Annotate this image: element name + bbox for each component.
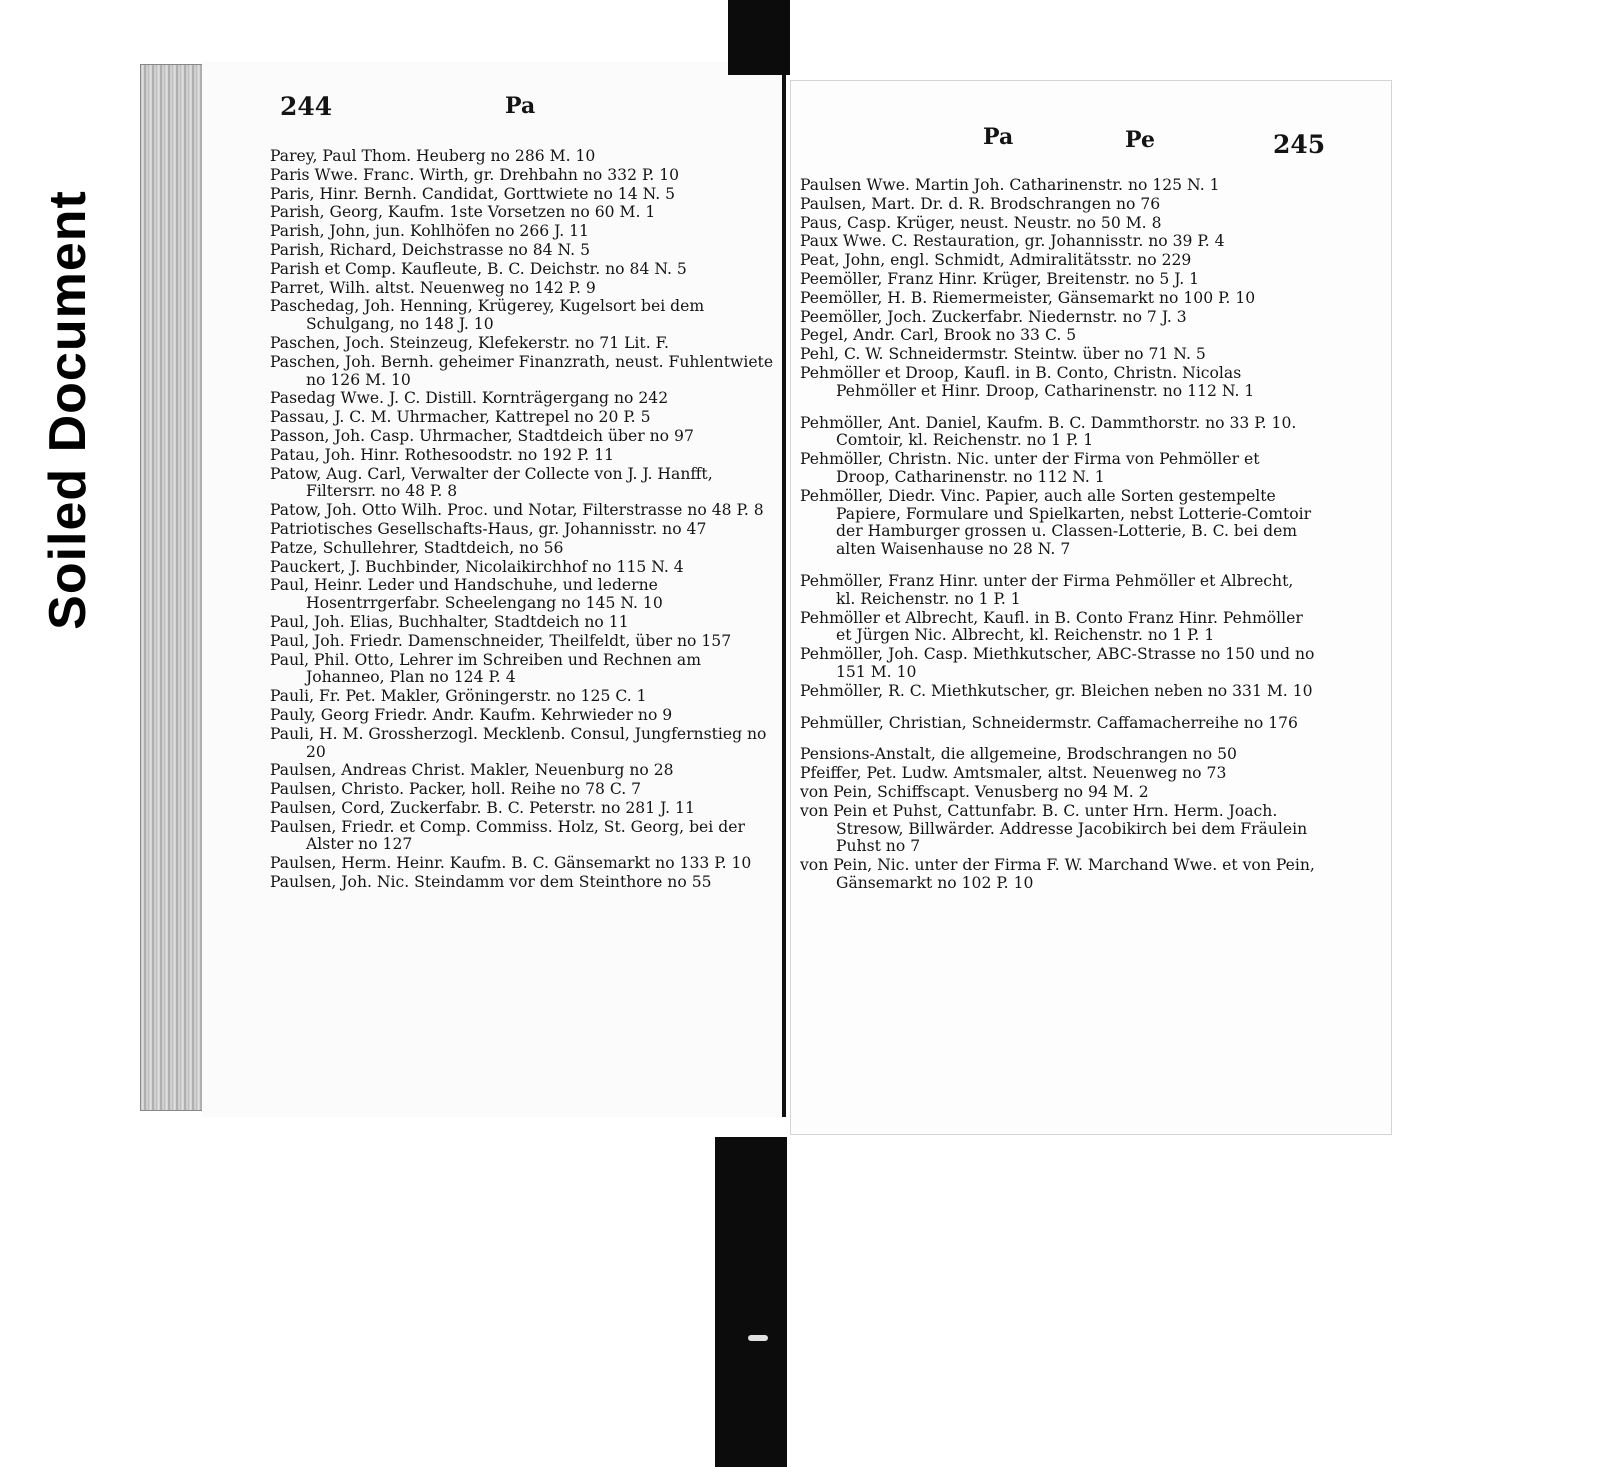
list-item: Paux Wwe. C. Restauration, gr. Johannisstr. no 39 P. 4 bbox=[800, 232, 1225, 251]
list-item: Pauly, Georg Friedr. Andr. Kaufm. Kehrwieder no 9 bbox=[270, 705, 673, 724]
list-item: Parey, Paul Thom. Heuberg no 286 M. 10 bbox=[270, 147, 596, 165]
list-item: Paul, Joh. Friedr. Damenschneider, Theilfeldt, über no 157 bbox=[270, 631, 732, 650]
binding-strip-top bbox=[728, 0, 790, 75]
list-item: Pehmöller et Droop, Kaufl. in B. Conto, Christn. Nicolas Pehmöller et Hinr. Droop, Catharinenstr. no 112 N. 1 bbox=[800, 363, 1255, 400]
list-item: Pehmöller, Joh. Casp. Miethkutscher, ABC-Strasse no 150 und no 151 M. 10 bbox=[800, 645, 1315, 681]
list-item: von Pein, Schiffscapt. Venusberg no 94 M. 2 bbox=[800, 782, 1149, 801]
list-item: Pehmöller, Christn. Nic. unter der Firma von Pehmöller et Droop, Catharinenstr. no 112 N. 1 bbox=[800, 450, 1260, 486]
list-item: Paul, Phil. Otto, Lehrer im Schreiben und Rechnen am Johanneo, Plan no 124 P. 4 bbox=[270, 650, 701, 687]
list-item: Paul, Joh. Elias, Buchhalter, Stadtdeich no 11 bbox=[270, 612, 629, 631]
list-item: Paulsen, Herm. Heinr. Kaufm. B. C. Gänsemarkt no 133 P. 10 bbox=[270, 854, 752, 873]
list-item: Paulsen, Mart. Dr. d. R. Brodschrangen no 76 bbox=[800, 194, 1161, 213]
list-item: Paul, Heinr. Leder und Handschuhe, und lederne Hosentrrgerfabr. Scheelengang no 145 N. 10 bbox=[270, 576, 663, 613]
list-item: Parish, John, jun. Kohlhöfen no 266 J. 11 bbox=[270, 222, 589, 241]
list-item: Pehl, C. W. Schneidermstr. Steintw. über no 71 N. 5 bbox=[800, 345, 1206, 364]
left-page-header: Pa bbox=[505, 93, 536, 119]
list-item: Peemöller, Joch. Zuckerfabr. Niedernstr. no 7 J. 3 bbox=[800, 307, 1187, 326]
right-page-header-right: Pe bbox=[1125, 127, 1155, 153]
list-item: Paulsen, Friedr. et Comp. Commiss. Holz, St. Georg, bei der Alster no 127 bbox=[270, 817, 745, 854]
left-entry-list bbox=[270, 148, 775, 893]
list-item: Pehmöller, R. C. Miethkutscher, gr. Bleichen neben no 331 M. 10 bbox=[800, 681, 1313, 700]
list-item: Paschen, Joch. Steinzeug, Klefekerstr. no 71 Lit. F. bbox=[270, 333, 669, 352]
list-item: Pauli, H. M. Grossherzogl. Mecklenb. Consul, Jungfernstieg no 20 bbox=[270, 724, 767, 761]
soiled-document-text: Soiled Document bbox=[39, 190, 97, 630]
list-item: Paulsen Wwe. Martin Joh. Catharinenstr. no 125 N. 1 bbox=[800, 176, 1220, 194]
list-item: Paulsen, Andreas Christ. Makler, Neuenburg no 28 bbox=[270, 761, 674, 780]
list-item: Parish et Comp. Kaufleute, B. C. Deichstr. no 84 N. 5 bbox=[270, 259, 687, 278]
list-item: Pehmüller, Christian, Schneidermstr. Caffamacherreihe no 176 bbox=[800, 713, 1298, 732]
list-item: Paschedag, Joh. Henning, Krügerey, Kugelsort bei dem Schulgang, no 148 J. 10 bbox=[270, 297, 705, 334]
list-item: Peemöller, H. B. Riemermeister, Gänsemarkt no 100 P. 10 bbox=[800, 288, 1256, 307]
open-book bbox=[140, 0, 1425, 1467]
list-item: Pauli, Fr. Pet. Makler, Gröningerstr. no 125 C. 1 bbox=[270, 687, 647, 706]
list-item: von Pein, Nic. unter der Firma F. W. Marchand Wwe. et von Pein, Gänsemarkt no 102 P. 10 bbox=[800, 856, 1315, 892]
list-item: Passau, J. C. M. Uhrmacher, Kattrepel no 20 P. 5 bbox=[270, 408, 651, 427]
list-item: Peemöller, Franz Hinr. Krüger, Breitenstr. no 5 J. 1 bbox=[800, 269, 1200, 288]
list-item: Pehmöller, Diedr. Vinc. Papier, auch alle Sorten gestempelte Papiere, Formulare und Spielkarten, nebst Lotterie-Comtoir der Hamburger grossen u. Classen-Lotterie, B. C. bei dem alten Waisenhause no 28 N. 7 bbox=[800, 486, 1312, 559]
list-item: Patze, Schullehrer, Stadtdeich, no 56 bbox=[270, 538, 564, 557]
list-item: Pensions-Anstalt, die allgemeine, Brodschrangen no 50 bbox=[800, 745, 1237, 764]
list-item: Paschen, Joh. Bernh. geheimer Finanzrath, neust. Fuhlentwiete no 126 M. 10 bbox=[270, 352, 774, 389]
list-item: Parish, Georg, Kaufm. 1ste Vorsetzen no 60 M. 1 bbox=[270, 203, 656, 222]
list-item: Pfeiffer, Pet. Ludw. Amtsmaler, altst. Neuenweg no 73 bbox=[800, 764, 1227, 783]
list-item: Pehmöller, Franz Hinr. unter der Firma Pehmöller et Albrecht, kl. Reichenstr. no 1 P. 1 bbox=[800, 571, 1294, 608]
list-item: Paris Wwe. Franc. Wirth, gr. Drehbahn no 332 P. 10 bbox=[270, 165, 680, 184]
list-item: Patow, Aug. Carl, Verwalter der Collecte von J. J. Hanfft, Filtersrr. no 48 P. 8 bbox=[270, 464, 713, 501]
binding-strip-bottom bbox=[715, 1137, 787, 1467]
list-item: Patow, Joh. Otto Wilh. Proc. und Notar, Filterstrasse no 48 P. 8 bbox=[270, 501, 764, 520]
list-item: Pasedag Wwe. J. C. Distill. Kornträgergang no 242 bbox=[270, 389, 669, 408]
list-item: Pauckert, J. Buchbinder, Nicolaikirchhof no 115 N. 4 bbox=[270, 557, 684, 576]
list-item: Passon, Joh. Casp. Uhrmacher, Stadtdeich über no 97 bbox=[270, 426, 694, 445]
right-page-header-left: Pa bbox=[983, 124, 1014, 150]
list-item: Pehmöller, Ant. Daniel, Kaufm. B. C. Dammthorstr. no 33 P. 10. Comtoir, kl. Reichenstr. no 1 P. 1 bbox=[800, 413, 1297, 450]
list-item: Paulsen, Cord, Zuckerfabr. B. C. Peterstr. no 281 J. 11 bbox=[270, 798, 695, 817]
right-page-number: 245 bbox=[1273, 130, 1326, 159]
list-item: Paulsen, Christo. Packer, holl. Reihe no 78 C. 7 bbox=[270, 780, 642, 799]
list-item: Paulsen, Joh. Nic. Steindamm vor dem Steinthore no 55 bbox=[270, 873, 712, 892]
page-edges bbox=[140, 64, 204, 1111]
list-item: Patau, Joh. Hinr. Rothesoodstr. no 192 P. 11 bbox=[270, 445, 615, 464]
soiled-document-label bbox=[28, 150, 108, 670]
left-page-number: 244 bbox=[280, 92, 333, 121]
binding-mark bbox=[748, 1335, 768, 1341]
list-item: von Pein et Puhst, Cattunfabr. B. C. unter Hrn. Herm. Joach. Stresow, Billwärder. Addresse Jacobikirch bei dem Fräulein Puhst no 7 bbox=[800, 801, 1308, 856]
list-item: Parish, Richard, Deichstrasse no 84 N. 5 bbox=[270, 240, 591, 259]
list-item: Pehmöller et Albrecht, Kaufl. in B. Conto Franz Hinr. Pehmöller et Jürgen Nic. Albrecht, kl. Reichenstr. no 1 P. 1 bbox=[800, 608, 1303, 645]
list-item: Paris, Hinr. Bernh. Candidat, Gorttwiete no 14 N. 5 bbox=[270, 184, 676, 203]
list-item: Pegel, Andr. Carl, Brook no 33 C. 5 bbox=[800, 326, 1077, 345]
list-item: Patriotisches Gesellschafts-Haus, gr. Johannisstr. no 47 bbox=[270, 519, 707, 538]
list-item: Parret, Wilh. altst. Neuenweg no 142 P. 9 bbox=[270, 278, 596, 297]
list-item: Paus, Casp. Krüger, neust. Neustr. no 50 M. 8 bbox=[800, 213, 1162, 232]
list-item: Peat, John, engl. Schmidt, Admiralitätsstr. no 229 bbox=[800, 251, 1192, 270]
right-entry-list bbox=[800, 177, 1315, 894]
